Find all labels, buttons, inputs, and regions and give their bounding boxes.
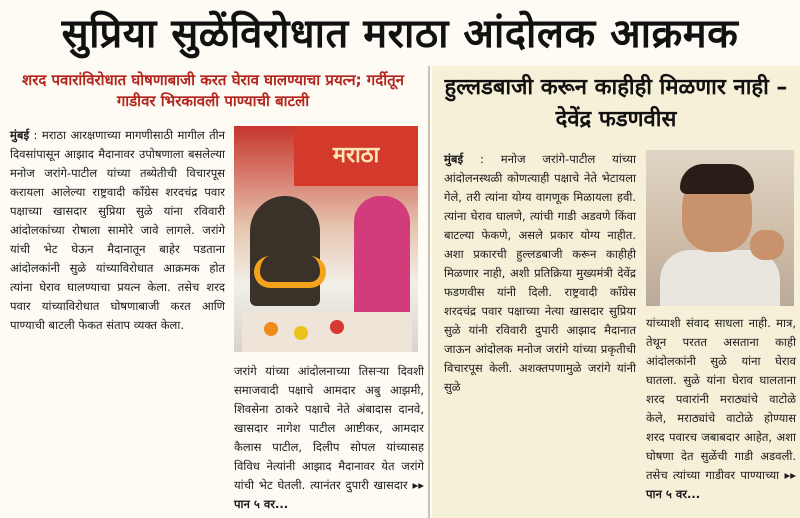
fadnavis-photo <box>646 150 794 306</box>
right-story <box>432 66 800 518</box>
flower <box>330 320 344 334</box>
right-column-2 <box>646 314 796 504</box>
left-dateline: मुंबई <box>10 128 30 142</box>
right-headline: हुल्लडबाजी करून काहीही मिळणार नाही – देवेंद्र फडणवीस <box>444 75 788 132</box>
flower <box>294 326 308 340</box>
hair <box>680 164 754 194</box>
right-column-1: मुंबई : मनोज जरांगे-पाटील यांच्या आंदोलनस्थळी कोणत्याही पक्षाचे नेते भेटायला गेले, तरी त्यांना योग्य वागणूक मिळायला हवी. त्यांना घेराव घालणे, त्यांची गाडी अडवणे किंवा बाटल्या फेकणे, असले प्रकार योग्य नाहीत. अशा प्रकारची हुल्लडबाजी करून काहीही मिळणार नाही, अशी प्रतिक्रिया मुख्यमंत्री देवेंद्र फडणवीस यांनी दिली. राष्ट्रवादी काँग्रेस शरदचंद्र पवार पक्षाच्या नेत्या खासदार सुप्रिया सुळे यांनी रविवारी दुपारी आझाद मैदानात जाऊन आंदोलक मनोज जरांगे यांच्या प्रकृतीची विचारपूस केली. अशक्तपणामुळे जरांगे यांनी सुळे <box>444 152 637 394</box>
right-column-1-text: मनोज जरांगे-पाटील यांच्या आंदोलनस्थळी कोणत्याही पक्षाचे नेते भेटायला गेले, तरी त्यांना योग्य वागणूक मिळायला हवी. त्यांना घेराव घालणे, त्यांची गाडी अडवणे किंवा बाटल्या फेकणे, असले प्रकार योग्य नाहीत. अशा प्रकारची हुल्लडबाजी करून काहीही मिळणार नाही, अशी प्रतिक्रिया मुख्यमंत्री देवेंद्र फडणवीस यांनी दिली. राष्ट्रवादी काँग्रेस शरदचंद्र पवार पक्षाच्या नेत्या खासदार सुप्रिया सुळे यांनी रविवारी दुपारी आझाद मैदानात जाऊन आंदोलक मनोज जरांगे यांच्या प्रकृतीची विचारपूस केली. अशक्तपणामुळे जरांगे यांनी सुळे <box>444 152 637 394</box>
column-divider <box>428 66 430 518</box>
right-column-2-text: यांच्याशी संवाद साधला नाही. मात्र, तेथून परतत असताना काही आंदोलकांनी सुळे यांना घेराव घातला. सुळे यांना घेराव घालताना शरद पवारांनी मराठ्यांचे वाटोळे केले, मराठ्यांचे वाटोळे होण्यास शरद पवारच जबाबदार आहेत, अशा घोषणा देत सुळेंची गाडी अडवली. तसेच त्यांच्या गाडीवर पाण्याच्या <box>646 316 796 482</box>
left-column-1-text: मराठा आरक्षणाच्या मागणीसाठी मागील तीन दिवसांपासून आझाद मैदानावर उपोषणाला बसलेल्या मनोज जरांगे-पाटील यांच्या तब्येतीची विचारपूस करायला आलेल्या राष्ट्रवादी काँग्रेस शरदचंद्र पवार पक्षाच्या खासदार सुप्रिया सुळे यांना रविवारी आंदोलकांच्या रोषाला सामोरे जावे लागले. जरांगे यांची भेट घेऊन मैदानातून बाहेर पडताना आंदोलकांनी सुळे यांच्याविरोधात आक्रमक होत त्यांना घेराव घालण्याचा प्रयत्न केला. तसेच शरद पवार यांच्याविरोधात घोषणाबाजी करत आणि पाण्याची बाटली फेकत संताप व्यक्त केला. <box>10 128 225 332</box>
garland <box>254 256 326 288</box>
right-dateline: मुंबई <box>444 152 464 166</box>
protest-photo <box>234 126 418 352</box>
left-column-2 <box>234 362 424 514</box>
hand-gesture <box>750 230 784 260</box>
photo-banner: मराठा <box>294 126 418 186</box>
left-column-2-text: जरांगे यांच्या आंदोलनाच्या तिसऱ्या दिवशी समाजवादी पक्षाचे आमदार अबु आझमी, शिवसेना ठाकरे पक्षाचे नेते अंबादास दानवे, खासदार नागेश पाटील आष्टीकर, आमदार कैलास पाटील, दिलीप सोपल यांच्यासह विविध नेत्यांनी आझाद मैदानावर येत जरांगे यांची भेट घेतली. त्यानंतर दुपारी खासदार <box>234 364 424 492</box>
left-continue-link[interactable]: ▸▸ पान ५ वर... <box>234 478 425 511</box>
page-headline: सुप्रिया सुळेंविरोधात मराठा आंदोलक आक्रमक <box>61 10 739 57</box>
left-subhead: शरद पवारांविरोधात घोषणाबाजी करत घेराव घालण्याचा प्रयत्न; गर्दीतून गाडीवर भिरकावली पाण्याची बाटली <box>22 71 404 110</box>
statue-figure <box>250 196 320 306</box>
left-column-1: मुंबई : मराठा आरक्षणाच्या मागणीसाठी मागील तीन दिवसांपासून आझाद मैदानावर उपोषणाला बसलेल्या मनोज जरांगे-पाटील यांच्या तब्येतीची विचारपूस करायला आलेल्या राष्ट्रवादी काँग्रेस शरदचंद्र पवार पक्षाच्या खासदार सुप्रिया सुळे यांना रविवारी आंदोलकांच्या रोषाला सामोरे जावे लागले. जरांगे यांची भेट घेऊन मैदानातून बाहेर पडताना आंदोलकांनी सुळे यांच्याविरोधात आक्रमक होत त्यांना घेराव घालण्याचा प्रयत्न केला. तसेच शरद पवार यांच्याविरोधात घोषणाबाजी करत आणि पाण्याची बाटली फेकत संताप व्यक्त केला. <box>10 128 225 332</box>
left-story <box>0 66 425 518</box>
right-continue-link[interactable]: ▸▸ पान ५ वर... <box>646 468 796 501</box>
flower <box>264 322 278 336</box>
